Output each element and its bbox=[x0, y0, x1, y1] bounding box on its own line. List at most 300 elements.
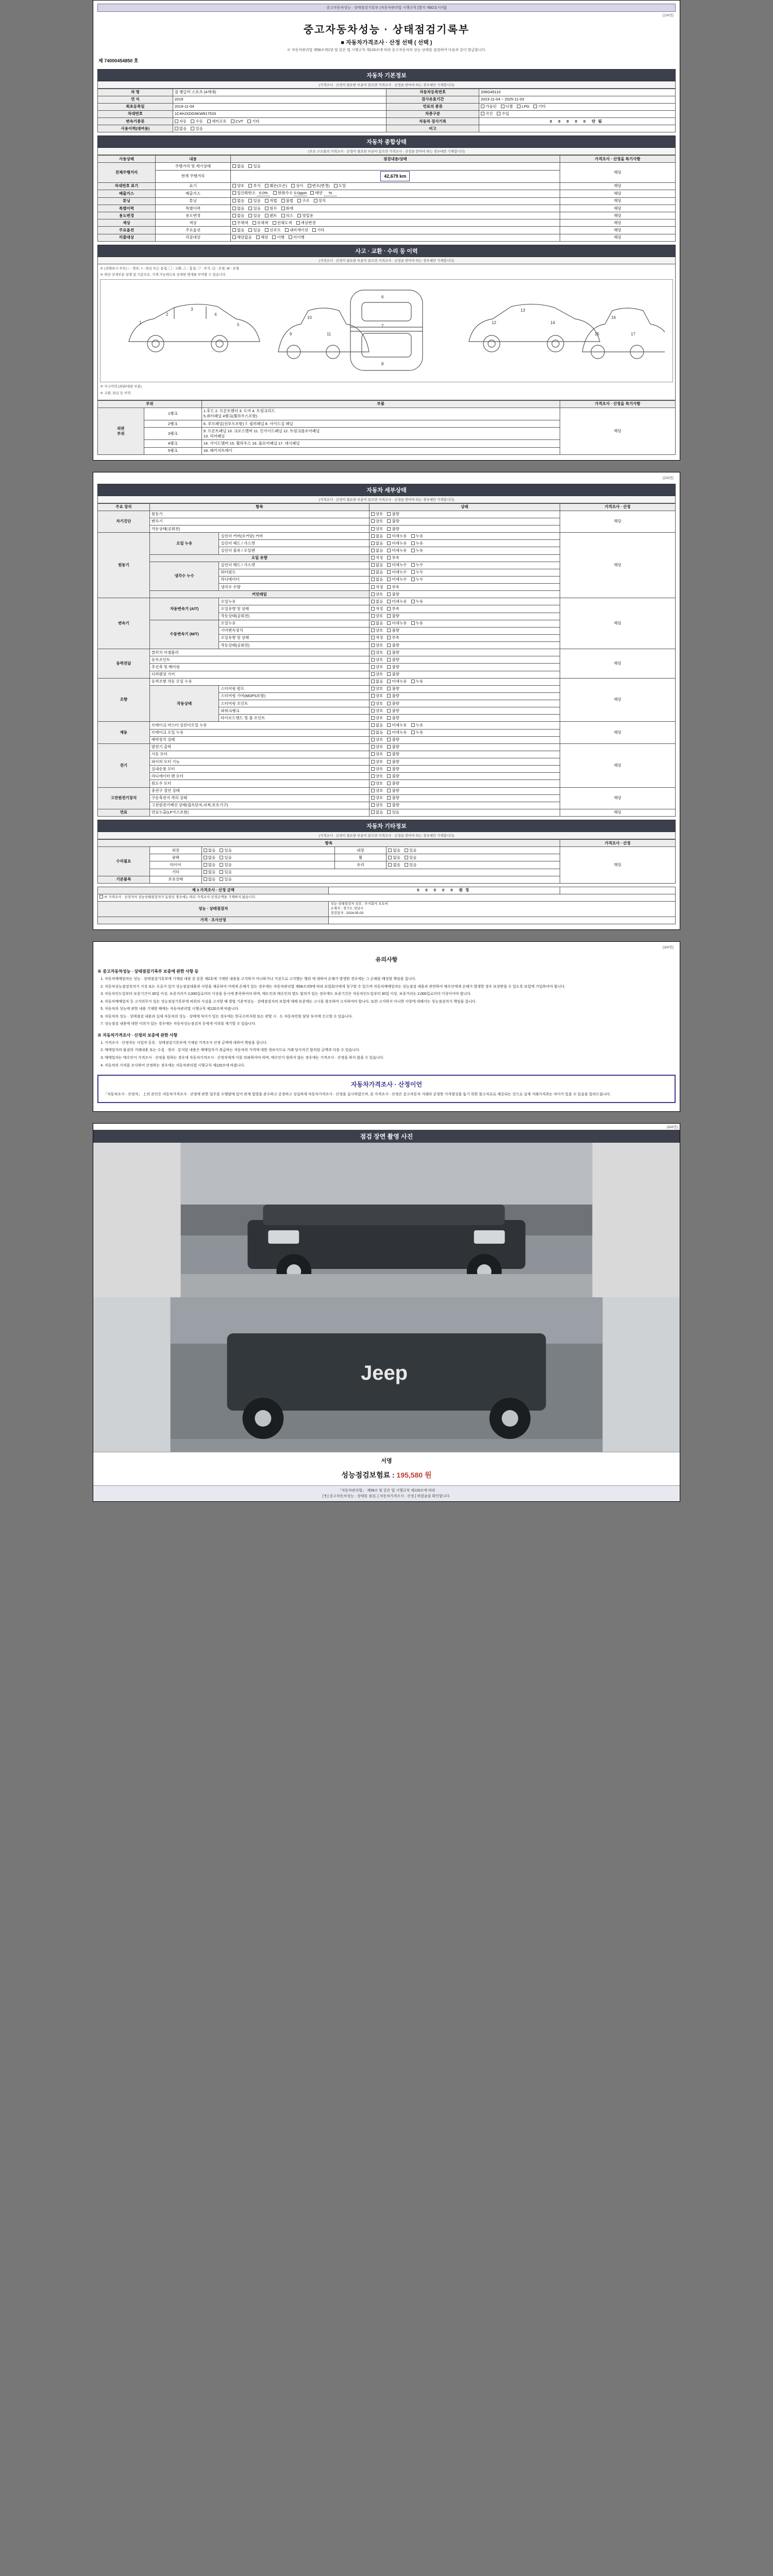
checkbox-icon[interactable] bbox=[371, 796, 375, 800]
state-option[interactable]: 적정 bbox=[371, 606, 383, 612]
checkbox-icon[interactable] bbox=[411, 680, 415, 683]
checkbox-icon[interactable] bbox=[371, 534, 375, 538]
checkbox-icon[interactable] bbox=[281, 207, 285, 210]
state-option[interactable]: 없음 bbox=[388, 855, 400, 860]
state-option[interactable]: 불량 bbox=[387, 701, 399, 706]
checkbox-icon[interactable] bbox=[289, 235, 292, 239]
state-option[interactable]: 양호 bbox=[371, 774, 383, 779]
transmission-option[interactable]: 기타 bbox=[247, 119, 260, 124]
checkbox-icon[interactable] bbox=[232, 221, 236, 225]
checkbox-icon[interactable] bbox=[387, 541, 391, 545]
state-option[interactable]: 불량 bbox=[387, 657, 399, 663]
checkbox-icon[interactable] bbox=[248, 199, 252, 202]
checkbox-icon[interactable] bbox=[285, 228, 289, 232]
state-option[interactable]: 없음 bbox=[371, 534, 383, 539]
checkbox-icon[interactable] bbox=[371, 636, 375, 639]
state-option[interactable]: 있음 bbox=[220, 848, 232, 853]
state-option[interactable]: 색상변경 bbox=[296, 221, 316, 226]
state-option[interactable]: 없음 bbox=[371, 599, 383, 604]
state-option[interactable]: 없음 bbox=[371, 730, 383, 735]
checkbox-icon[interactable] bbox=[411, 534, 415, 538]
state-option[interactable]: 불량 bbox=[387, 767, 399, 772]
vehicle-type-option[interactable]: 수입 bbox=[497, 111, 509, 116]
state-option[interactable]: 양호 bbox=[371, 744, 383, 750]
checkbox-icon[interactable] bbox=[387, 578, 391, 581]
checkbox-icon[interactable] bbox=[232, 207, 236, 210]
checkbox-icon[interactable] bbox=[99, 895, 103, 899]
state-option[interactable]: 적정 bbox=[371, 635, 383, 640]
state-option[interactable]: 양호 bbox=[371, 527, 383, 532]
state-option[interactable]: 불량 bbox=[387, 788, 399, 793]
checkbox-icon[interactable] bbox=[248, 228, 252, 232]
state-option[interactable]: 미세누유 bbox=[387, 621, 407, 626]
checkbox-icon[interactable] bbox=[371, 541, 375, 545]
checkbox-icon[interactable] bbox=[281, 214, 285, 217]
state-option[interactable]: 없음 bbox=[232, 228, 245, 233]
checkbox-icon[interactable] bbox=[387, 731, 391, 734]
state-option[interactable]: 렌트 bbox=[265, 213, 277, 218]
checkbox-icon[interactable] bbox=[387, 789, 391, 792]
state-option[interactable]: 불량 bbox=[387, 752, 399, 757]
state-option[interactable]: 있음 bbox=[387, 810, 399, 815]
checkbox-icon[interactable] bbox=[371, 767, 375, 771]
state-option[interactable]: 양호 bbox=[371, 795, 383, 801]
state-option[interactable]: 없음 bbox=[204, 870, 216, 875]
state-option[interactable]: 없음 bbox=[371, 541, 383, 546]
checkbox-icon[interactable] bbox=[291, 184, 295, 188]
state-option[interactable]: 불량 bbox=[387, 716, 399, 721]
state-option[interactable]: 불량 bbox=[387, 686, 399, 691]
usage-option[interactable]: 없음 bbox=[175, 126, 187, 131]
checkbox-icon[interactable] bbox=[371, 774, 375, 778]
checkbox-icon[interactable] bbox=[387, 767, 391, 771]
state-option[interactable]: 누유 bbox=[411, 723, 424, 728]
checkbox-icon[interactable] bbox=[371, 512, 375, 516]
state-option[interactable]: 불량 bbox=[387, 643, 399, 648]
checkbox-icon[interactable] bbox=[411, 723, 415, 727]
state-option[interactable]: 기타 bbox=[312, 228, 325, 233]
checkbox-icon[interactable] bbox=[371, 760, 375, 764]
state-option[interactable]: 불량 bbox=[387, 759, 399, 765]
checkbox-icon[interactable] bbox=[371, 527, 375, 531]
state-option[interactable]: 부족 bbox=[387, 635, 399, 640]
usage-option[interactable]: 있음 bbox=[191, 126, 203, 131]
state-option[interactable]: 있음 bbox=[248, 228, 261, 233]
checkbox-icon[interactable] bbox=[501, 105, 505, 108]
checkbox-icon[interactable] bbox=[297, 214, 301, 217]
state-option[interactable]: 누유 bbox=[411, 621, 424, 626]
state-option[interactable]: 이행 bbox=[272, 235, 284, 240]
checkbox-icon[interactable] bbox=[387, 570, 391, 574]
checkbox-icon[interactable] bbox=[387, 702, 391, 705]
state-option[interactable]: 없음 bbox=[232, 206, 245, 211]
checkbox-icon[interactable] bbox=[248, 207, 252, 210]
checkbox-icon[interactable] bbox=[297, 199, 301, 202]
checkbox-icon[interactable] bbox=[232, 228, 236, 232]
checkbox-icon[interactable] bbox=[387, 563, 391, 567]
state-option[interactable]: 전체도색 bbox=[273, 221, 292, 226]
state-option[interactable]: 불량 bbox=[387, 592, 399, 597]
checkbox-icon[interactable] bbox=[371, 563, 375, 567]
checkbox-icon[interactable] bbox=[273, 191, 277, 195]
checkbox-icon[interactable] bbox=[371, 745, 375, 749]
fuel-option[interactable]: 기타 bbox=[533, 104, 546, 109]
checkbox-icon[interactable] bbox=[387, 629, 391, 632]
state-option[interactable]: 불량 bbox=[387, 519, 399, 524]
checkbox-icon[interactable] bbox=[371, 810, 375, 814]
checkbox-icon[interactable] bbox=[411, 731, 415, 734]
checkbox-icon[interactable] bbox=[371, 680, 375, 683]
checkbox-icon[interactable] bbox=[387, 803, 391, 807]
state-option[interactable]: 불량 bbox=[387, 672, 399, 677]
state-option[interactable]: 없음 bbox=[371, 679, 383, 684]
state-option[interactable]: 불량 bbox=[387, 650, 399, 655]
state-option[interactable]: 불량 bbox=[387, 512, 399, 517]
state-option[interactable]: 있음 bbox=[220, 862, 232, 868]
state-option[interactable]: 양호 bbox=[371, 716, 383, 721]
checkbox-icon[interactable] bbox=[388, 856, 392, 859]
checkbox-icon[interactable] bbox=[411, 541, 415, 545]
state-option[interactable]: 있음 bbox=[248, 206, 261, 211]
checkbox-icon[interactable] bbox=[388, 863, 392, 867]
state-option[interactable]: 양호 bbox=[371, 665, 383, 670]
checkbox-icon[interactable] bbox=[387, 636, 391, 639]
checkbox-icon[interactable] bbox=[220, 856, 223, 859]
state-option[interactable]: 없음 bbox=[204, 855, 216, 860]
checkbox-icon[interactable] bbox=[371, 629, 375, 632]
state-option[interactable]: 누유 bbox=[411, 679, 424, 684]
checkbox-icon[interactable] bbox=[312, 228, 316, 232]
state-option[interactable]: 구조 bbox=[297, 198, 310, 204]
state-option[interactable]: 불량 bbox=[387, 708, 399, 714]
checkbox-icon[interactable] bbox=[371, 694, 375, 698]
checkbox-icon[interactable] bbox=[371, 665, 375, 669]
checkbox-icon[interactable] bbox=[411, 621, 415, 625]
state-option[interactable]: 미세누유 bbox=[387, 730, 407, 735]
state-option[interactable]: 없음 bbox=[204, 877, 216, 882]
state-option[interactable]: 없음 bbox=[371, 621, 383, 626]
state-option[interactable]: 있음 bbox=[220, 870, 232, 875]
state-option[interactable]: 없음 bbox=[371, 810, 383, 815]
state-option[interactable]: 양호 bbox=[371, 708, 383, 714]
checkbox-icon[interactable] bbox=[387, 760, 391, 764]
checkbox-icon[interactable] bbox=[281, 199, 285, 202]
state-option[interactable]: 불량 bbox=[387, 774, 399, 779]
checkbox-icon[interactable] bbox=[371, 570, 375, 574]
state-option[interactable]: 선루프 bbox=[265, 228, 281, 233]
fuel-option[interactable]: 디젤 bbox=[501, 104, 513, 109]
checkbox-icon[interactable] bbox=[481, 105, 484, 108]
state-option[interactable]: 미세누유 bbox=[387, 541, 407, 546]
transmission-option[interactable]: 세미오토 bbox=[207, 119, 227, 124]
checkbox-icon[interactable] bbox=[265, 214, 268, 217]
checkbox-icon[interactable] bbox=[371, 782, 375, 785]
state-option[interactable]: 불량 bbox=[387, 781, 399, 786]
checkbox-icon[interactable] bbox=[387, 774, 391, 778]
state-option[interactable]: 양호 bbox=[371, 628, 383, 633]
state-option[interactable]: 적법 bbox=[265, 198, 277, 204]
checkbox-icon[interactable] bbox=[265, 199, 268, 202]
checkbox-icon[interactable] bbox=[387, 519, 391, 523]
checkbox-icon[interactable] bbox=[411, 600, 415, 603]
checkbox-icon[interactable] bbox=[371, 672, 375, 676]
checkbox-icon[interactable] bbox=[387, 738, 391, 741]
checkbox-icon[interactable] bbox=[371, 702, 375, 705]
checkbox-icon[interactable] bbox=[371, 592, 375, 596]
state-option[interactable]: 양호 bbox=[371, 803, 383, 808]
checkbox-icon[interactable] bbox=[371, 614, 375, 618]
checkbox-icon[interactable] bbox=[387, 709, 391, 713]
checkbox-icon[interactable] bbox=[405, 856, 408, 859]
checkbox-icon[interactable] bbox=[371, 738, 375, 741]
state-option[interactable]: 미세누유 bbox=[387, 723, 407, 728]
state-option[interactable]: 양호 bbox=[232, 183, 245, 189]
state-option[interactable]: 누수 bbox=[411, 570, 424, 575]
state-option[interactable]: 양호 bbox=[371, 752, 383, 757]
checkbox-icon[interactable] bbox=[265, 207, 268, 210]
checkbox-icon[interactable] bbox=[371, 621, 375, 625]
checkbox-icon[interactable] bbox=[248, 214, 252, 217]
checkbox-icon[interactable] bbox=[411, 578, 415, 581]
checkbox-icon[interactable] bbox=[371, 803, 375, 807]
checkbox-icon[interactable] bbox=[371, 607, 375, 611]
checkbox-icon[interactable] bbox=[411, 549, 415, 552]
checkbox-icon[interactable] bbox=[387, 672, 391, 676]
state-option[interactable]: 누유 bbox=[411, 730, 424, 735]
fuel-option[interactable]: LPG bbox=[517, 104, 529, 109]
checkbox-icon[interactable] bbox=[387, 549, 391, 552]
state-option[interactable]: 없음 bbox=[232, 164, 245, 169]
state-option[interactable]: 없음 bbox=[388, 862, 400, 868]
checkbox-icon[interactable] bbox=[371, 723, 375, 727]
state-option[interactable]: 부식 bbox=[248, 183, 261, 189]
checkbox-icon[interactable] bbox=[220, 863, 223, 867]
state-option[interactable]: 양호 bbox=[371, 519, 383, 524]
checkbox-icon[interactable] bbox=[387, 600, 391, 603]
checkbox-icon[interactable] bbox=[334, 184, 338, 188]
state-option[interactable]: 양호 bbox=[371, 657, 383, 663]
checkbox-icon[interactable] bbox=[387, 621, 391, 625]
state-option[interactable]: 누수 bbox=[411, 577, 424, 582]
state-option[interactable]: 도말 bbox=[334, 183, 346, 189]
checkbox-icon[interactable] bbox=[232, 191, 236, 195]
checkbox-icon[interactable] bbox=[387, 556, 391, 560]
state-option[interactable]: 불량 bbox=[387, 737, 399, 742]
checkbox-icon[interactable] bbox=[253, 221, 256, 225]
state-option[interactable]: 누수 bbox=[411, 563, 424, 568]
checkbox-icon[interactable] bbox=[248, 184, 252, 188]
state-option[interactable]: 적정 bbox=[371, 555, 383, 561]
checkbox-icon[interactable] bbox=[371, 731, 375, 734]
checkbox-icon[interactable] bbox=[387, 527, 391, 531]
checkbox-icon[interactable] bbox=[247, 120, 251, 123]
state-option[interactable]: 양호 bbox=[371, 650, 383, 655]
state-option[interactable]: 없음 bbox=[232, 213, 245, 218]
checkbox-icon[interactable] bbox=[387, 810, 391, 814]
checkbox-icon[interactable] bbox=[387, 680, 391, 683]
checkbox-icon[interactable] bbox=[207, 120, 211, 123]
state-option[interactable]: 부족 bbox=[387, 585, 399, 590]
state-option[interactable]: 없음 bbox=[232, 198, 245, 204]
state-option[interactable]: 양호 bbox=[371, 767, 383, 772]
state-option[interactable]: 변조(변경) bbox=[308, 183, 330, 189]
checkbox-icon[interactable] bbox=[405, 863, 408, 867]
state-option[interactable]: 누유 bbox=[411, 599, 424, 604]
state-option[interactable]: 불량 bbox=[387, 795, 399, 801]
checkbox-icon[interactable] bbox=[387, 592, 391, 596]
checkbox-icon[interactable] bbox=[371, 578, 375, 581]
checkbox-icon[interactable] bbox=[204, 870, 207, 874]
state-option[interactable]: 영업용 bbox=[297, 213, 313, 218]
state-option[interactable]: 없음 bbox=[371, 563, 383, 568]
state-option[interactable]: 적정 bbox=[371, 585, 383, 590]
checkbox-icon[interactable] bbox=[387, 782, 391, 785]
checkbox-icon[interactable] bbox=[256, 235, 260, 239]
checkbox-icon[interactable] bbox=[371, 658, 375, 662]
checkbox-icon[interactable] bbox=[387, 752, 391, 756]
checkbox-icon[interactable] bbox=[371, 687, 375, 690]
transmission-option[interactable]: 수동 bbox=[191, 119, 203, 124]
state-option[interactable]: 부족 bbox=[387, 555, 399, 561]
state-option[interactable]: 미세누유 bbox=[387, 679, 407, 684]
state-option[interactable]: 불량 bbox=[387, 628, 399, 633]
state-option[interactable]: 침수 bbox=[265, 206, 277, 211]
state-option[interactable]: 해당없음 bbox=[232, 235, 252, 240]
checkbox-icon[interactable] bbox=[371, 519, 375, 523]
state-option[interactable]: 양호 bbox=[371, 686, 383, 691]
checkbox-icon[interactable] bbox=[265, 184, 268, 188]
checkbox-icon[interactable] bbox=[387, 694, 391, 698]
state-option[interactable]: 무채색 bbox=[232, 221, 248, 226]
checkbox-icon[interactable] bbox=[232, 214, 236, 217]
checkbox-icon[interactable] bbox=[204, 849, 207, 852]
state-option[interactable]: 없음 bbox=[204, 848, 216, 853]
emission-option[interactable]: 탄화수소 0.0ppm bbox=[273, 191, 307, 196]
state-option[interactable]: 양호 bbox=[371, 592, 383, 597]
state-option[interactable]: 있음 bbox=[220, 855, 232, 860]
state-option[interactable]: 있음 bbox=[405, 855, 417, 860]
checkbox-icon[interactable] bbox=[204, 863, 207, 867]
state-option[interactable]: 없음 bbox=[371, 723, 383, 728]
state-option[interactable]: 불량 bbox=[387, 527, 399, 532]
checkbox-icon[interactable] bbox=[387, 512, 391, 516]
state-option[interactable]: 없음 bbox=[371, 548, 383, 553]
checkbox-icon[interactable] bbox=[405, 849, 408, 852]
state-option[interactable]: 불량 bbox=[387, 803, 399, 808]
checkbox-icon[interactable] bbox=[231, 120, 234, 123]
checkbox-icon[interactable] bbox=[314, 199, 317, 202]
state-option[interactable]: 미세누수 bbox=[387, 570, 407, 575]
state-option[interactable]: 없음 bbox=[388, 848, 400, 853]
checkbox-icon[interactable] bbox=[371, 549, 375, 552]
state-option[interactable]: 양호 bbox=[371, 693, 383, 699]
checkbox-icon[interactable] bbox=[371, 651, 375, 654]
checkbox-icon[interactable] bbox=[387, 665, 391, 669]
emission-option[interactable]: 일산화탄소 0.0% bbox=[232, 191, 270, 196]
state-option[interactable]: 미세누유 bbox=[387, 548, 407, 553]
checkbox-icon[interactable] bbox=[371, 585, 375, 589]
state-option[interactable]: 양호 bbox=[371, 672, 383, 677]
vehicle-type-option[interactable]: 국산 bbox=[481, 111, 493, 116]
state-option[interactable]: 화재 bbox=[281, 206, 294, 211]
checkbox-icon[interactable] bbox=[232, 199, 236, 202]
checkbox-icon[interactable] bbox=[411, 563, 415, 567]
checkbox-icon[interactable] bbox=[220, 877, 223, 881]
state-option[interactable]: 없음 bbox=[204, 862, 216, 868]
state-option[interactable]: 누유 bbox=[411, 541, 424, 546]
checkbox-icon[interactable] bbox=[497, 112, 500, 115]
checkbox-icon[interactable] bbox=[265, 228, 268, 232]
checkbox-icon[interactable] bbox=[308, 184, 311, 188]
checkbox-icon[interactable] bbox=[220, 870, 223, 874]
checkbox-icon[interactable] bbox=[371, 600, 375, 603]
state-option[interactable]: 훼손(오손) bbox=[265, 183, 287, 189]
checkbox-icon[interactable] bbox=[387, 658, 391, 662]
checkbox-icon[interactable] bbox=[411, 570, 415, 574]
state-option[interactable]: 해당 bbox=[256, 235, 268, 240]
checkbox-icon[interactable] bbox=[220, 849, 223, 852]
state-option[interactable]: 불량 bbox=[387, 693, 399, 699]
state-option[interactable]: 있음 bbox=[248, 213, 261, 218]
checkbox-icon[interactable] bbox=[175, 120, 178, 123]
checkbox-icon[interactable] bbox=[371, 643, 375, 647]
checkbox-icon[interactable] bbox=[387, 745, 391, 749]
state-option[interactable]: 미세누유 bbox=[387, 599, 407, 604]
state-option[interactable]: 미세누수 bbox=[387, 563, 407, 568]
state-option[interactable]: 양호 bbox=[371, 701, 383, 706]
checkbox-icon[interactable] bbox=[387, 643, 391, 647]
checkbox-icon[interactable] bbox=[387, 723, 391, 727]
checkbox-icon[interactable] bbox=[371, 716, 375, 720]
state-option[interactable]: 불법 bbox=[281, 198, 294, 204]
checkbox-icon[interactable] bbox=[533, 105, 537, 108]
state-option[interactable]: 있음 bbox=[248, 164, 261, 169]
state-option[interactable]: 부족 bbox=[387, 606, 399, 612]
state-option[interactable]: 없음 bbox=[371, 577, 383, 582]
emission-option[interactable]: 매연 % bbox=[310, 191, 337, 196]
checkbox-icon[interactable] bbox=[387, 585, 391, 589]
checkbox-icon[interactable] bbox=[517, 105, 520, 108]
state-option[interactable]: 양호 bbox=[371, 512, 383, 517]
state-option[interactable]: 장치 bbox=[314, 198, 326, 204]
state-option[interactable]: 상이 bbox=[291, 183, 304, 189]
checkbox-icon[interactable] bbox=[191, 120, 194, 123]
checkbox-icon[interactable] bbox=[273, 221, 276, 225]
checkbox-icon[interactable] bbox=[204, 856, 207, 859]
state-option[interactable]: 미세누유 bbox=[387, 534, 407, 539]
state-option[interactable]: 미세누수 bbox=[387, 577, 407, 582]
state-option[interactable]: 있음 bbox=[405, 862, 417, 868]
checkbox-icon[interactable] bbox=[371, 709, 375, 713]
state-option[interactable]: 리스 bbox=[281, 213, 294, 218]
checkbox-icon[interactable] bbox=[232, 235, 236, 239]
state-option[interactable]: 양호 bbox=[371, 737, 383, 742]
checkbox-icon[interactable] bbox=[272, 235, 276, 239]
state-option[interactable]: 유채색 bbox=[253, 221, 268, 226]
checkbox-icon[interactable] bbox=[191, 127, 194, 130]
state-option[interactable]: 있음 bbox=[220, 877, 232, 882]
checkbox-icon[interactable] bbox=[248, 164, 252, 168]
checkbox-icon[interactable] bbox=[387, 687, 391, 690]
checkbox-icon[interactable] bbox=[232, 184, 236, 188]
state-option[interactable]: 불량 bbox=[387, 744, 399, 750]
state-option[interactable]: 양호 bbox=[371, 781, 383, 786]
checkbox-icon[interactable] bbox=[232, 164, 236, 168]
checkbox-icon[interactable] bbox=[371, 752, 375, 756]
state-option[interactable]: 양호 bbox=[371, 788, 383, 793]
checkbox-icon[interactable] bbox=[371, 789, 375, 792]
checkbox-icon[interactable] bbox=[296, 221, 300, 225]
